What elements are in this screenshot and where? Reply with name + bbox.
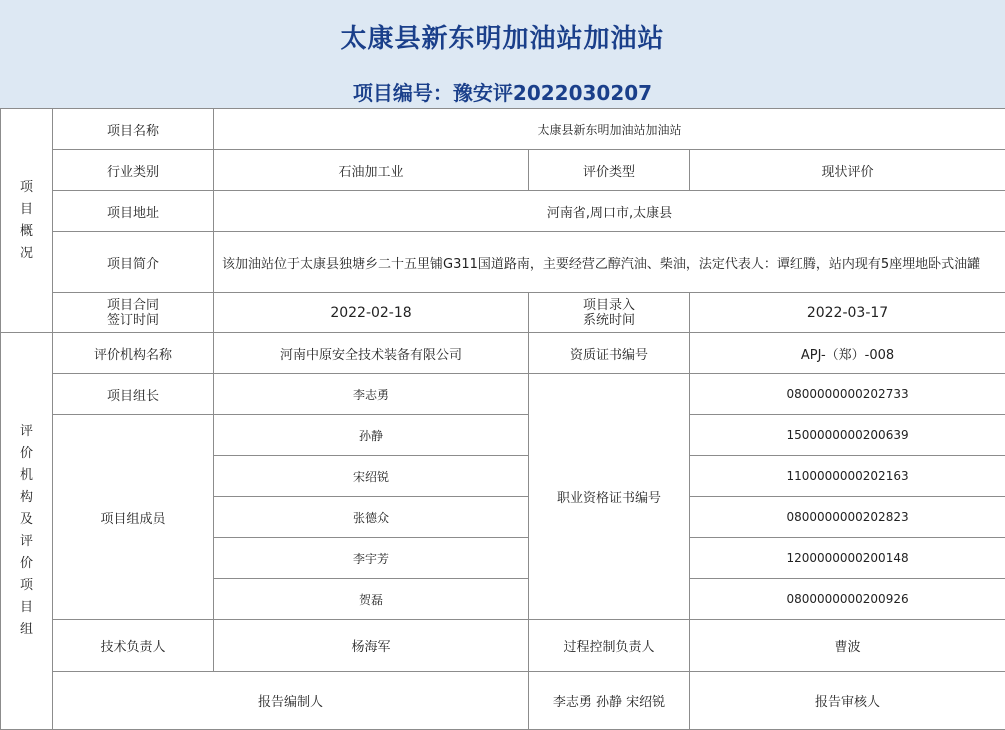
team-members-label: 项目组成员 [53,415,214,620]
project-name-value: 太康县新东明加油站加油站 [214,109,1005,150]
page-title: 太康县新东明加油站加油站 [0,18,1005,55]
project-number: 项目编号：豫安评2022030207 [0,77,1005,106]
report-reviewer-label: 报告审核人 [690,672,1005,730]
entry-time-label: 项目录入 系统时间 [529,293,690,333]
address-value: 河南省,周口市,太康县 [214,191,1005,232]
member-name: 孙静 [214,415,529,456]
member-name: 张德众 [214,497,529,538]
brief-label: 项目简介 [53,232,214,293]
process-lead-value: 曹波 [690,620,1005,672]
report-author-value: 李志勇 孙静 宋绍锐 [529,672,690,730]
qual-cert-label: 职业资格证书编号 [529,374,690,620]
address-label: 项目地址 [53,191,214,232]
project-info-table [0,108,1005,730]
contract-time-value: 2022-02-18 [214,293,529,333]
process-lead-label: 过程控制负责人 [529,620,690,672]
tech-lead-value: 杨海军 [214,620,529,672]
member-cert-value: 0800000000200926 [690,579,1005,620]
eval-type-label: 评价类型 [529,150,690,191]
cert-no-value: APJ-（郑）-008 [690,333,1005,374]
project-name-label: 项目名称 [53,109,214,150]
org-side-label: 评 价 机 构 及 评 价 项 目 组 [1,333,53,730]
member-name: 贺磊 [214,579,529,620]
team-leader-value: 李志勇 [214,374,529,415]
overview-side-label: 项 目 概 况 [1,109,53,333]
team-leader-label: 项目组长 [53,374,214,415]
report-author-label: 报告编制人 [53,672,529,730]
member-cert-value: 0800000000202733 [690,374,1005,415]
entry-time-value: 2022-03-17 [690,293,1005,333]
industry-label: 行业类别 [53,150,214,191]
contract-time-label: 项目合同 签订时间 [53,293,214,333]
page-header [0,0,1005,109]
member-name: 宋绍锐 [214,456,529,497]
member-cert-value: 1500000000200639 [690,415,1005,456]
brief-value: 该加油站位于太康县独塘乡二十五里铺G311国道路南，主要经营乙醇汽油、柴油，法定代表人：谭红腾，站内现有5座埋地卧式油罐 [214,232,1005,293]
tech-lead-label: 技术负责人 [53,620,214,672]
eval-type-value: 现状评价 [690,150,1005,191]
industry-value: 石油加工业 [214,150,529,191]
cert-no-label: 资质证书编号 [529,333,690,374]
org-name-label: 评价机构名称 [53,333,214,374]
org-name-value: 河南中原安全技术装备有限公司 [214,333,529,374]
member-cert-value: 1200000000200148 [690,538,1005,579]
member-name: 李宇芳 [214,538,529,579]
member-cert-value: 1100000000202163 [690,456,1005,497]
member-cert-value: 0800000000202823 [690,497,1005,538]
